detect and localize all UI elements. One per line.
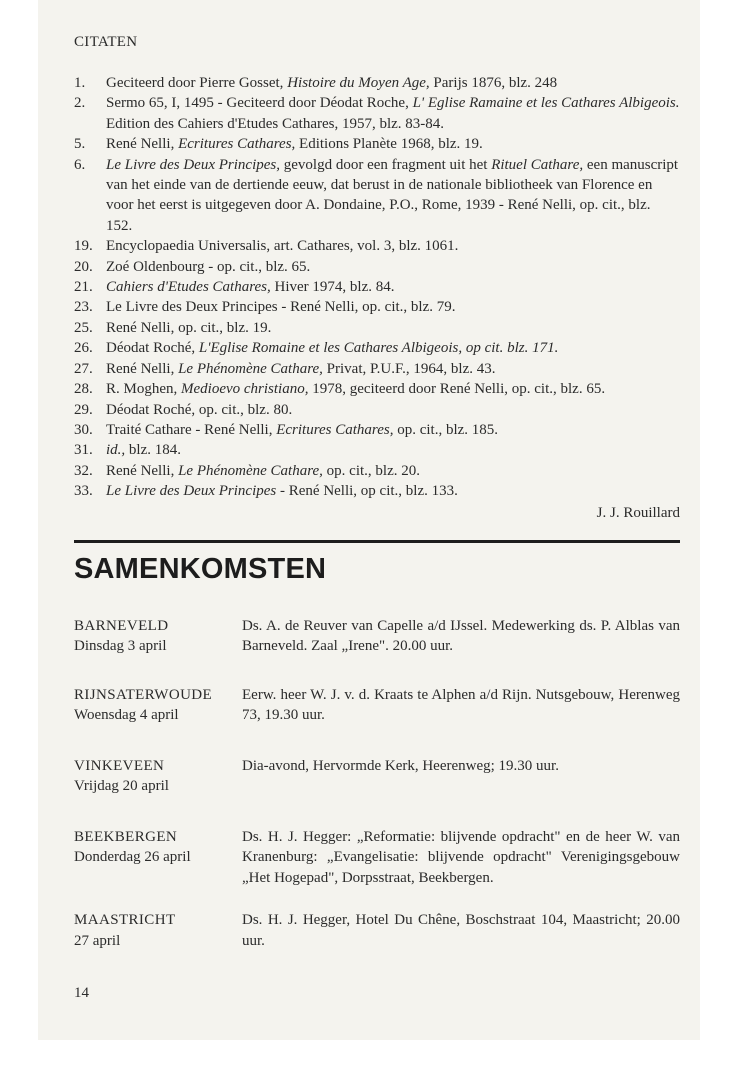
citation-number: 1. <box>74 75 86 91</box>
citation-number: 31. <box>74 442 93 459</box>
meeting-details: Dia-avond, Hervormde Kerk, Heerenweg; 19.30 uur. <box>242 757 559 774</box>
citation-item: 20. Zoé Oldenbourg - op. cit., blz. 65. <box>74 257 680 277</box>
citation-number: 21. <box>74 279 93 296</box>
citation-number: 29. <box>74 401 93 418</box>
meeting-date: 27 april <box>74 932 121 949</box>
citation-number: 33. <box>74 483 93 500</box>
meeting-when <box>74 756 242 797</box>
citation-item: 28. R. Moghen, Medioevo christiano, 1978, geciteerd door René Nelli, op. cit., blz. 65. <box>74 379 680 399</box>
citation-number: 5. <box>74 136 86 153</box>
citation-number: 28. <box>74 381 93 398</box>
citation-item: 21. Cahiers d'Etudes Cathares, Hiver 1974, blz. 84. <box>74 277 680 297</box>
citation-item: 26. Déodat Roché, L'Eglise Romaine et les Cathares Albigeois, op cit. blz. 171. <box>74 338 680 358</box>
meeting-details: Ds. A. de Reuver van Capelle a/d IJssel. Medewerking ds. P. Alblas van Barneveld. Zaal „Irene". 20.00 uur. <box>242 617 680 655</box>
citation-number: 30. <box>74 421 93 438</box>
citation-number: 25. <box>74 319 93 336</box>
citation-number: 27. <box>74 360 93 377</box>
citaten-heading: CITATEN <box>74 34 138 50</box>
citation-item: 19. Encyclopaedia Universalis, art. Cathares, vol. 3, blz. 1061. <box>74 236 680 256</box>
meeting-place: BARNEVELD <box>74 617 169 634</box>
meeting-place: MAASTRICHT <box>74 912 176 929</box>
meeting-date: Donderdag 26 april <box>74 849 191 866</box>
meeting-when <box>74 616 242 657</box>
meeting-date: Woensdag 4 april <box>74 707 179 724</box>
citation-item: 30. Traité Cathare - René Nelli, Ecritures Cathares, op. cit., blz. 185. <box>74 420 680 440</box>
citation-number: 6. <box>74 156 86 173</box>
citation-item: 27. René Nelli, Le Phénomène Cathare, Privat, P.U.F., 1964, blz. 43. <box>74 359 680 379</box>
meeting-when <box>74 827 242 889</box>
meeting-details: Eerw. heer W. J. v. d. Kraats te Alphen a/d Rijn. Nutsgebouw, Herenweg 73, 19.30 uur. <box>242 686 680 724</box>
citation-number: 26. <box>74 340 93 357</box>
section-title: SAMENKOMSTEN <box>74 552 327 585</box>
citation-number: 2. <box>74 95 86 112</box>
citation-item: 32. René Nelli, Le Phénomène Cathare, op. cit., blz. 20. <box>74 461 680 481</box>
citation-list <box>74 73 680 502</box>
citation-number: 32. <box>74 462 93 479</box>
meeting-date: Dinsdag 3 april <box>74 638 167 655</box>
section-divider <box>74 540 680 543</box>
meeting-when <box>74 910 242 951</box>
citation-item: 5. René Nelli, Ecritures Cathares, Editions Planète 1968, blz. 19. <box>74 134 680 154</box>
meeting-entry <box>74 756 680 797</box>
citation-item: 2. Sermo 65, I, 1495 - Geciteerd door Déodat Roche, L' Eglise Ramaine et les Cathares Albigeois. Edition des Cahiers d'Etudes Cathares, 1957, blz. 83-84. <box>74 95 680 132</box>
citation-item: 25. René Nelli, op. cit., blz. 19. <box>74 318 680 338</box>
citation-item: 29. Déodat Roché, op. cit., blz. 80. <box>74 400 680 420</box>
meeting-place: BEEKBERGEN <box>74 828 178 845</box>
meeting-place: VINKEVEEN <box>74 757 165 774</box>
citation-item: 6. Le Livre des Deux Principes, gevolgd door een fragment uit het Rituel Cathare, een manuscript van het einde van de dertiende eeuw, dat berust in de nationale bibliotheek van Florence en voor het eerst is uitgegeven door A. Dondaine, P.O., Rome, 1939 - René Nelli, op. cit., blz. 152. <box>74 156 679 234</box>
meeting-place: RIJNSATERWOUDE <box>74 686 213 703</box>
meeting-entry <box>74 910 680 951</box>
meeting-entry <box>74 616 680 657</box>
citation-item: 1. Geciteerd door Pierre Gosset, Histoire du Moyen Age, Parijs 1876, blz. 248 <box>74 73 680 93</box>
citation-number: 23. <box>74 299 93 316</box>
meeting-entry <box>74 685 680 726</box>
page <box>38 0 700 1040</box>
citation-item: 23. Le Livre des Deux Principes - René Nelli, op. cit., blz. 79. <box>74 297 680 317</box>
meeting-details: Ds. H. J. Hegger, Hotel Du Chêne, Boschstraat 104, Maastricht; 20.00 uur. <box>242 912 680 949</box>
meeting-date: Vrijdag 20 april <box>74 778 169 795</box>
citation-number: 20. <box>74 258 93 275</box>
citation-item: 33. Le Livre des Deux Principes - René Nelli, op cit., blz. 133. <box>74 481 680 501</box>
page-content <box>74 34 680 1002</box>
meeting-entry <box>74 827 680 889</box>
citation-item: 31. id., blz. 184. <box>74 440 680 460</box>
meeting-when <box>74 685 242 726</box>
citation-number: 19. <box>74 238 93 255</box>
meeting-details: Ds. H. J. Hegger: „Reformatie: blijvende opdracht" en de heer W. van Kranenburg: „Evangelisatie: blijvende opdracht" Verenigingsgebouw „Het Hogepad", Dorpsstraat, Beekbergen. <box>242 828 680 886</box>
page-number: 14 <box>74 985 89 1002</box>
article-author: J. J. Rouillard <box>596 504 680 521</box>
